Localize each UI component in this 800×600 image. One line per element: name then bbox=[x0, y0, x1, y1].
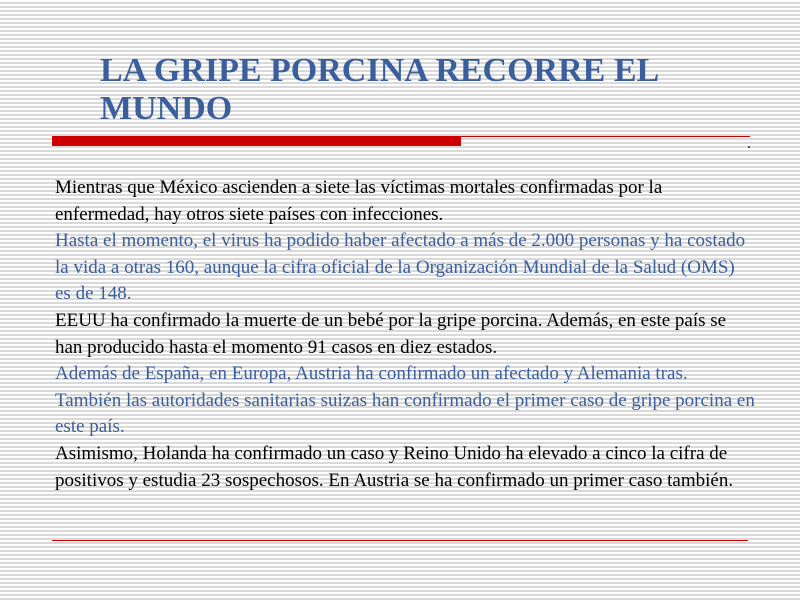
paragraph-global-cases: Hasta el momento, el virus ha podido haber afectado a más de 2.000 personas y ha costado la vida a otras 160, aunque la cifra oficial de la Organización Mundial de la Salud (OMS) es de 148. bbox=[55, 230, 746, 305]
paragraph-europe: Además de España, en Europa, Austria ha confirmado un afectado y Alemania tras. También las autoridades sanitarias suizas han confirmado el primer caso de gripe porcina en este país. bbox=[55, 363, 755, 438]
bottom-divider bbox=[52, 540, 748, 541]
paragraph-mexico: Mientras que México ascienden a siete las víctimas mortales confirmadas por la enfermedad, hay otros siete países con infecciones. bbox=[55, 177, 663, 225]
paragraph-holanda-reino-unido: Asimismo, Holanda ha confirmado un caso y Reino Unido ha elevado a cinco la cifra de positivos y estudia 23 sospechosos. En Austria se ha confirmado un primer caso también. bbox=[55, 442, 734, 491]
divider-thick-segment bbox=[52, 136, 461, 146]
divider-thin-segment bbox=[461, 136, 750, 137]
slide-body bbox=[55, 175, 755, 494]
divider-dot bbox=[748, 146, 750, 148]
paragraph-eeuu: EEUU ha confirmado la muerte de un bebé por la gripe porcina. Además, en este país se han producido hasta el momento 91 casos en diez estados. bbox=[55, 309, 727, 358]
title-divider bbox=[52, 136, 750, 148]
slide-title: LA GRIPE PORCINA RECORRE EL MUNDO bbox=[100, 52, 658, 127]
